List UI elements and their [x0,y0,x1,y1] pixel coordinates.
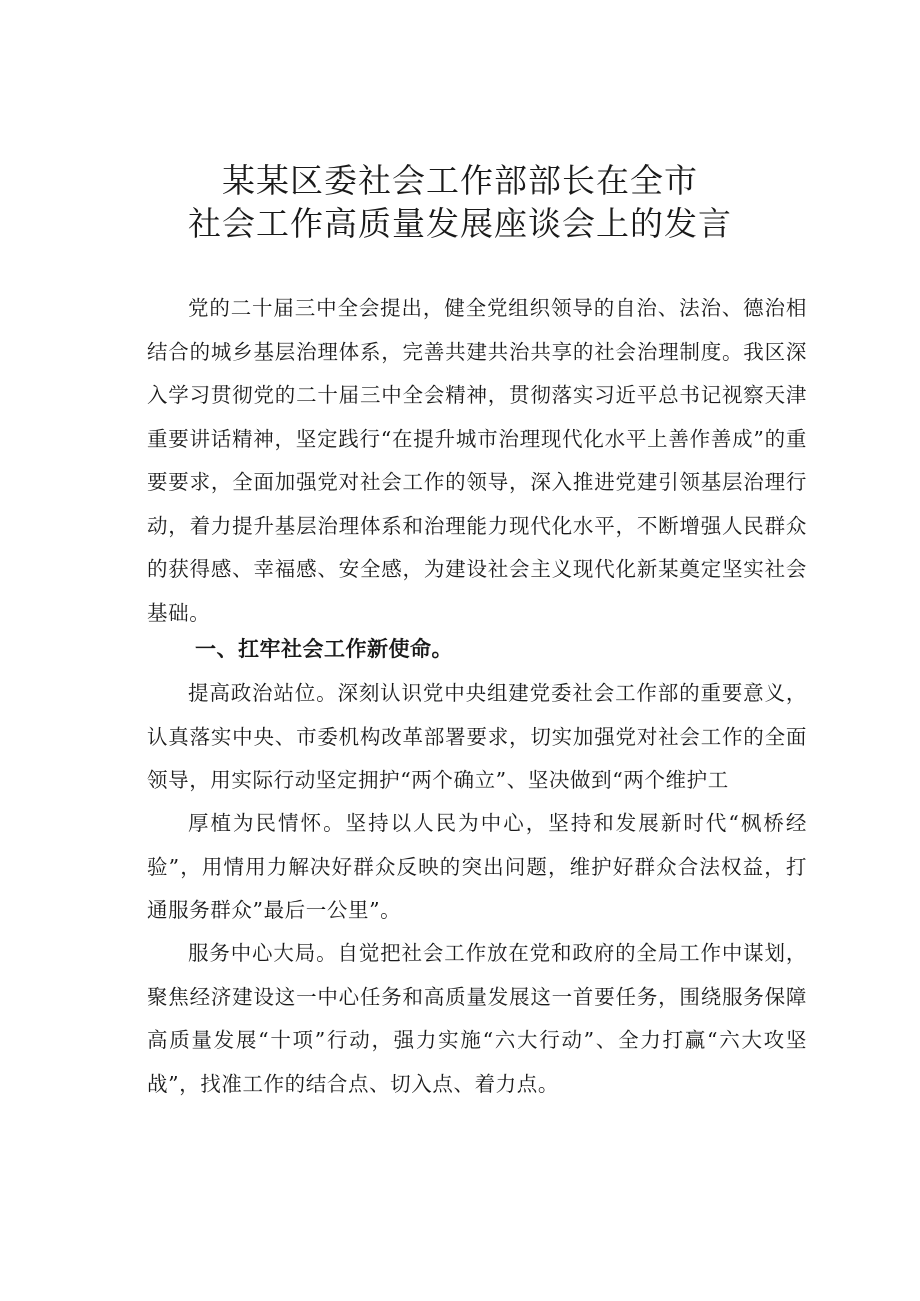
document-title-line-1: 某某区委社会工作部部长在全市 [222,161,698,200]
paragraph-3: 厚植为民情怀。坚持以人民为中心，坚持和发展新时代“枫桥经验”，用情用力解决好群众反映的突出问题，维护好群众合法权益，打通服务群众”最后一公里”。 [147,811,807,922]
paragraph-1-block [147,287,807,635]
document-title-line-2: 社会工作高质量发展座谈会上的发言 [188,204,732,243]
paragraph-4: 服务中心大局。自觉把社会工作放在党和政府的全局工作中谋划，聚焦经济建设这一中心任务和高质量发展这一首要任务，围绕服务保障高质量发展“十项”行动，强力实施“六大行动”、全力打赢“六大攻坚战”，找准工作的结合点、切入点、着力点。 [147,941,807,1096]
paragraph-2: 提高政治站位。深刻认识党中央组建党委社会工作部的重要意义，认真落实中央、市委机构改革部署要求，切实加强党对社会工作的全面领导，用实际行动坚定拥护“两个确立”、坚决做到“两个维护工 [147,681,807,792]
paragraph-1: 党的二十届三中全会提出，健全党组织领导的自治、法治、德治相结合的城乡基层治理体系，完善共建共治共享的社会治理制度。我区深入学习贯彻党的二十届三中全会精神，贯彻落实习近平总书记视察天津重要讲话精神，坚定践行“在提升城市治理现代化水平上善作善成”的重要要求，全面加强党对社会工作的领导，深入推进党建引领基层治理行动，着力提升基层治理体系和治理能力现代化水平，不断增强人民群众的获得感、幸福感、安全感，为建设社会主义现代化新某奠定坚实社会基础。 [147,296,807,625]
paragraph-3-block [147,802,807,933]
paragraph-2-block [147,672,807,803]
section-heading: 一、扛牢社会工作新使命。 [195,637,453,661]
paragraph-4-block [147,932,807,1106]
